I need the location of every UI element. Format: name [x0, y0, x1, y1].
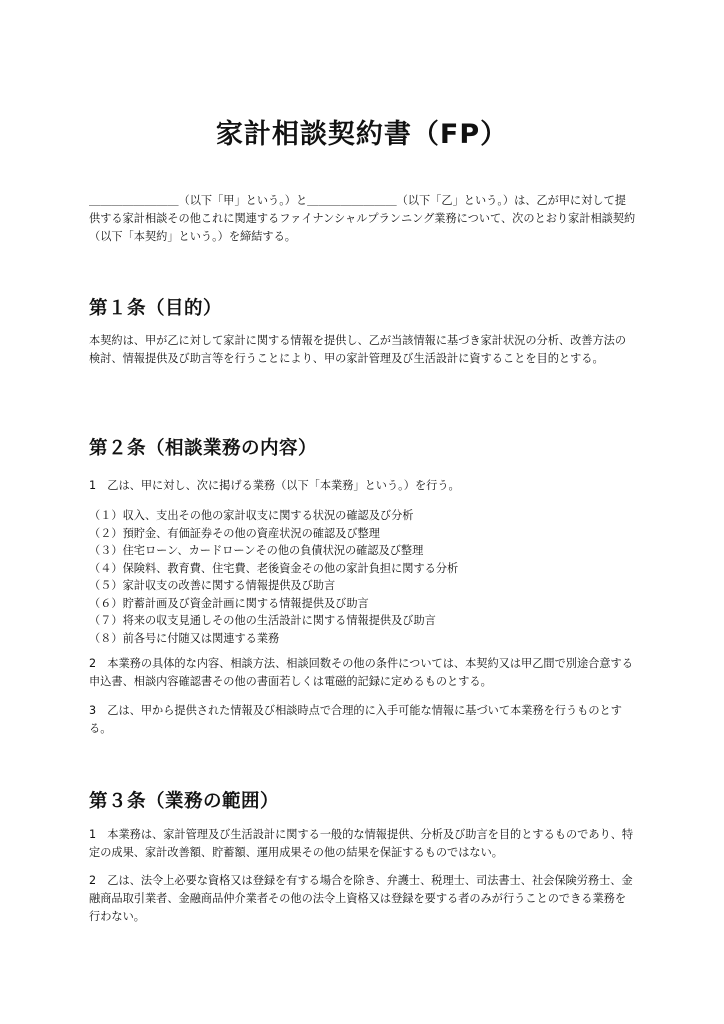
- list-item: （２）預貯金、有価証券その他の資産状況の確認及び整理: [89, 526, 380, 540]
- article-2-heading: 第２条（相談業務の内容）: [89, 438, 318, 459]
- list-item: （６）貯蓄計画及び資金計画に関する情報提供及び助言: [89, 596, 369, 610]
- article-2-paragraph-3: 3 乙は、甲から提供された情報及び相談時点で合理的に入手可能な情報に基づいて本業務を行うものとする。: [89, 704, 622, 735]
- document-title: 家計相談契約書（FP）: [215, 119, 509, 150]
- article-2-paragraph-2: 2 本業務の具体的な内容、相談方法、相談回数その他の条件については、本契約又は甲乙間で別途合意する申込書、相談内容確認書その他の書面若しくは電磁的記録に定めるものとする。: [89, 657, 633, 688]
- article-1-heading: 第１条（目的）: [89, 298, 223, 319]
- list-item: （８）前各号に付随又は関連する業務: [89, 631, 280, 645]
- list-item: （３）住宅ローン、カードローンその他の負債状況の確認及び整理: [89, 544, 424, 557]
- list-item: （４）保険料、教育費、住宅費、老後資金その他の家計負担に関する分析: [89, 561, 459, 575]
- article-1-body: 本契約は、甲が乙に対して家計に関する情報を提供し、乙が当該情報に基づき家計状況の分析、改善方法の検討、情報提供及び助言等を行うことにより、甲の家計管理及び生活設計に資することを目的とする。: [89, 334, 627, 365]
- list-item: （７）将来の収支見通しその他の生活設計に関する情報提供及び助言: [89, 614, 436, 627]
- article-3-paragraph-2: 2 乙は、法令上必要な資格又は登録を有する場合を除き、弁護士、税理士、司法書士、社会保険労務士、金融商品取引業者、金融商品仲介業者その他の法令上資格又は登録を要する者のみが行うことのできる業務を行わない。: [89, 874, 633, 923]
- article-2-paragraph-1: 1 乙は、甲に対し、次に掲げる業務（以下「本業務」という。）を行う。: [89, 479, 460, 492]
- article-3-paragraph-1: 1 本業務は、家計管理及び生活設計に関する一般的な情報提供、分析及び助言を目的とするものであり、特定の成果、家計改善額、貯蓄額、運用成果その他の結果を保証するものではない。: [89, 828, 634, 859]
- list-item: （１）収入、支出その他の家計収支に関する状況の確認及び分析: [89, 509, 414, 522]
- article-3-heading: 第３条（業務の範囲）: [89, 791, 280, 812]
- preamble: ＿＿＿＿＿＿＿＿（以下「甲」という。）と＿＿＿＿＿＿＿＿（以下「乙」という。）は、乙が甲に対して提供する家計相談その他これに関連するファイナンシャルプランニング業務について、次のとおり家計相談契約（以下「本契約」という。）を締結する。: [89, 194, 636, 243]
- list-item: （５）家計収支の改善に関する情報提供及び助言: [89, 579, 336, 592]
- article-2-item-list: [89, 507, 637, 647]
